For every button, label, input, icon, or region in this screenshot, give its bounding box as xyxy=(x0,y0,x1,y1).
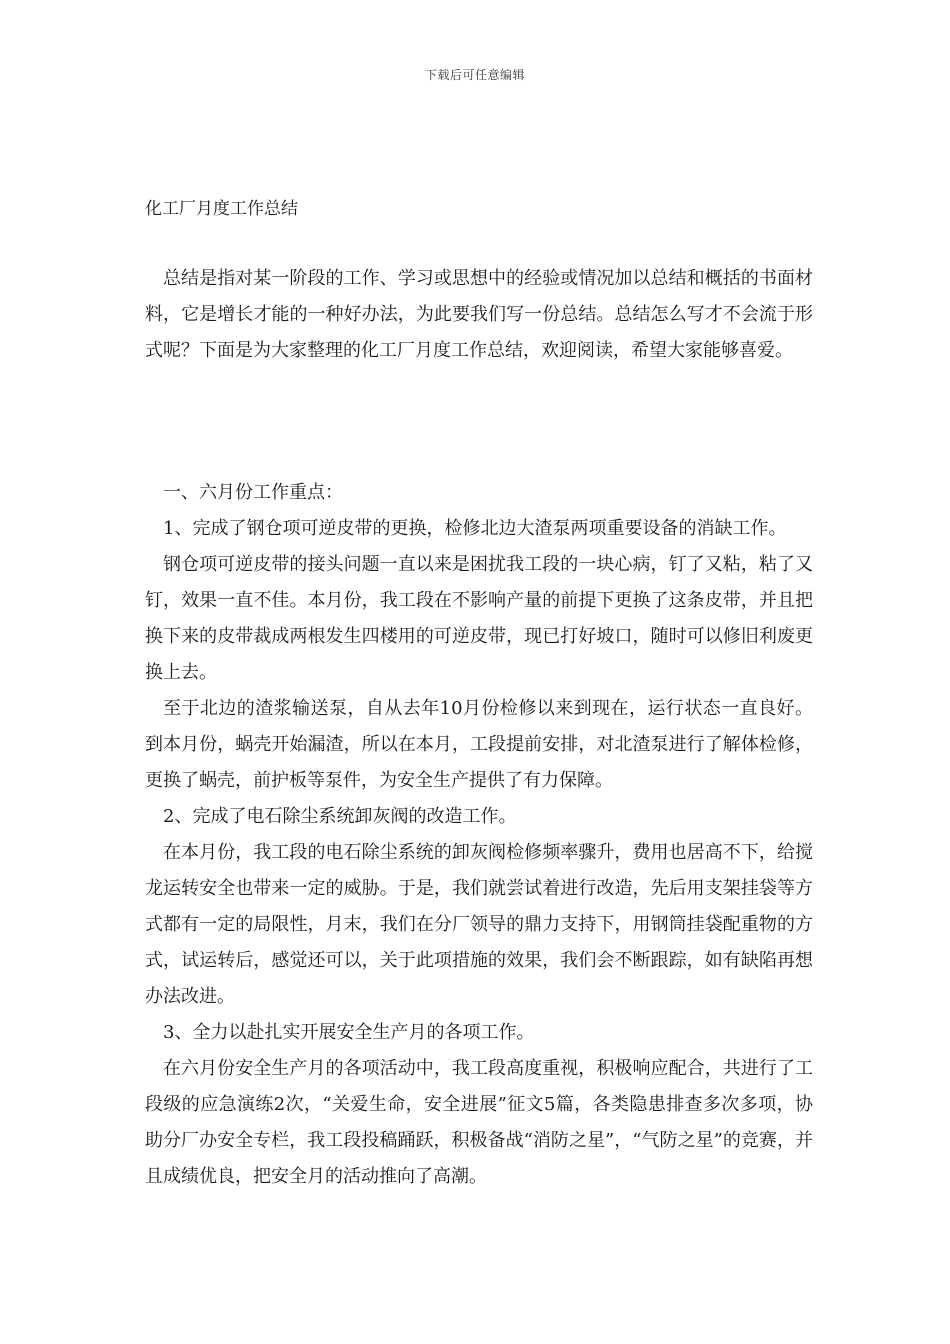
item-2-heading: 2、完成了电石除尘系统卸灰阀的改造工作。 xyxy=(163,806,517,827)
item-3-paragraph: 在六月份安全生产月的各项活动中，我工段高度重视，积极响应配合，共进行了工段级的应急演练2次，“关爱生命，安全进展”征文5篇，各类隐患排查多次多项，协助分厂办安全专栏，我工段投稿踊跃，积极备战“消防之星”，“气防之星”的竞赛，并且成绩优良，把安全月的活动推向了高潮。 xyxy=(145,1058,813,1187)
intro-section xyxy=(145,261,813,369)
content-section xyxy=(145,475,813,1195)
document-title: 化工厂月度工作总结 xyxy=(145,199,298,219)
header-note: 下载后可任意编辑 xyxy=(424,68,525,82)
section-heading-june-focus: 一、六月份工作重点： xyxy=(163,482,343,503)
intro-paragraph: 总结是指对某一阶段的工作、学习或思想中的经验或情况加以总结和概括的书面材料，它是增长才能的一种好办法，为此要我们写一份总结。总结怎么写才不会流于形式呢？下面是为大家整理的化工厂月度工作总结，欢迎阅读，希望大家能够喜爱。 xyxy=(145,268,813,361)
item-1-heading: 1、完成了钢仓项可逆皮带的更换，检修北边大渣泵两项重要设备的消缺工作。 xyxy=(163,518,787,539)
item-2-paragraph: 在本月份，我工段的电石除尘系统的卸灰阀检修频率骤升，费用也居高不下，给搅龙运转安全也带来一定的威胁。于是，我们就尝试着进行改造，先后用支架挂袋等方式都有一定的局限性，月末，我们在分厂领导的鼎力支持下，用钢筒挂袋配重物的方式，试运转后，感觉还可以，关于此项措施的效果，我们会不断跟踪，如有缺陷再想办法改进。 xyxy=(145,842,813,1007)
item-1-paragraph-belt: 钢仓项可逆皮带的接头问题一直以来是困扰我工段的一块心病，钉了又粘，粘了又钉，效果一直不佳。本月份，我工段在不影响产量的前提下更换了这条皮带，并且把换下来的皮带裁成两根发生四楼用的可逆皮带，现已打好坡口，随时可以修旧利废更换上去。 xyxy=(145,554,813,683)
item-1-paragraph-pump: 至于北边的渣浆输送泵，自从去年10月份检修以来到现在，运行状态一直良好。到本月份，蜗壳开始漏渣，所以在本月，工段提前安排，对北渣泵进行了解体检修，更换了蜗壳，前护板等泵件，为安全生产提供了有力保障。 xyxy=(145,698,813,791)
item-3-heading: 3、全力以赴扎实开展安全生产月的各项工作。 xyxy=(163,1022,535,1043)
